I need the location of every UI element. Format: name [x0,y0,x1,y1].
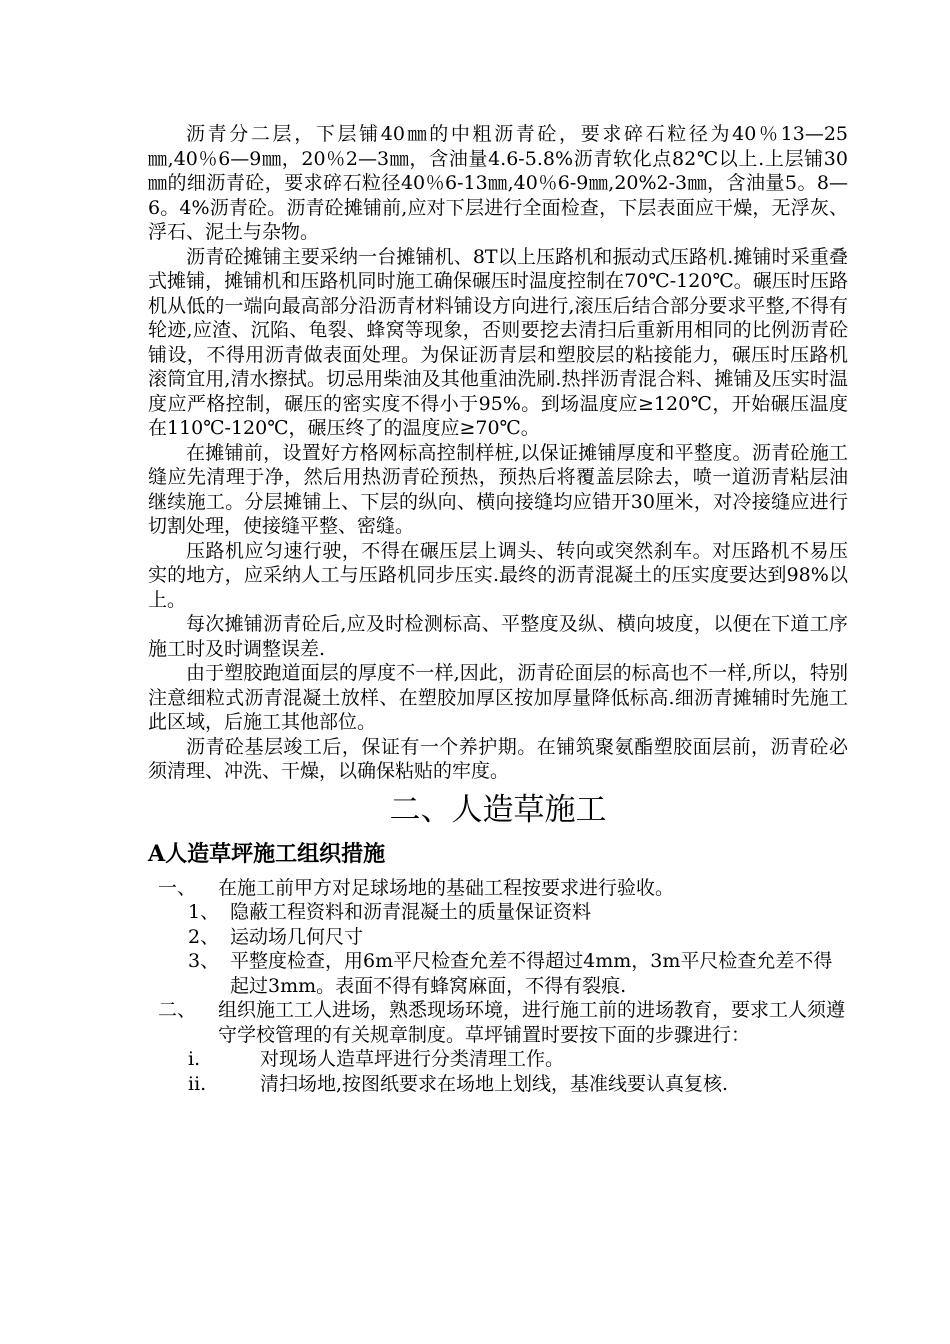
list-number: i. [188,1048,201,1070]
list-item-roman [148,1047,848,1072]
list-number: ii. [188,1072,207,1095]
list-text: 清扫场地,按图纸要求在场地上划线，基准线要认真复核. [260,1072,729,1095]
list-item-level2 [148,949,848,998]
list-item-level2 [148,900,848,925]
list-text: 对现场人造草坪进行分类清理工作。 [260,1048,565,1070]
document-page [148,122,848,1096]
section-title: 二、人造草施工 [389,791,607,828]
paragraph-thickness-note: 由于塑胶跑道面层的厚度不一样,因此，沥青砼面层的标高也不一样,所以，特别注意细粒式沥青混凝土放样、在塑胶加厚区按加厚量降低标高.细沥青摊辅时先施工此区域，后施工其他部位。 [148,662,848,733]
paragraph-roller-operation: 压路机应匀速行驶，不得在碾压层上调头、转向或突然刹车。对压路机不易压实的地方，应采纳人工与压路机同步压实.最终的沥青混凝土的压实度要达到98%以上。 [148,539,848,611]
list-item-level1 [148,998,848,1047]
paragraph-paving-rolling: 沥青砼摊铺主要采纳一台摊铺机、8T以上压路机和振动式压路机.摊铺时采重叠式摊铺，摊铺机和压路机同时施工确保碾压时温度控制在70℃-120℃。碾压时压路机从低的一端向最高部分沿沥青材料铺设方向进行,滚压后结合部分要求平整,不得有轮迹,应渣、沉陷、龟裂、蜂窝等现象，否则要挖去清扫后重新用相同的比例沥青砼铺设，不得用沥青做表面处理。为保证沥青层和塑胶层的粘接能力，碾压时压路机滚筒宜用,清水擦拭。切忌用柴油及其他重油洗刷.热拌沥青混合料、摊铺及压实时温度应严格控制，碾压的密实度不得小于95%。到场温度应≥120℃，开始碾压温度在110℃-120℃，碾压终了的温度应≥70℃。 [148,245,848,439]
list-text: 在施工前甲方对足球场地的基础工程按要求进行验收。 [218,876,675,899]
paragraph-asphalt-layers: 沥青分二层，下层铺40㎜的中粗沥青砼，要求碎石粒径为40％13—25㎜,40％6—9㎜，20％2—3㎜，含油量4.6-5.8%沥青软化点82℃以上.上层铺30㎜的细沥青砼，要求碎石粒径40％6-13㎜,40％6-9㎜,20%2-3㎜，含油量5。8—6。4%沥青砼。沥青砼摊铺前,应对下层进行全面检查，下层表面应干燥，无浮灰、浮石、泥土与杂物。 [148,123,848,243]
paragraph-curing: 沥青砼基层竣工后，保证有一个养护期。在铺筑聚氨酯塑胶面层前，沥青砼必须清理、冲洗、干燥，以确保粘贴的牢度。 [148,735,848,782]
paragraph-elevation-check: 每次摊铺沥青砼后,应及时检测标高、平整度及纵、横向坡度，以便在下道工序施工时及时调整误差. [148,613,848,660]
list-item-level2 [148,925,848,950]
list-item-level1 [148,876,848,901]
list-number: 1、 [188,901,220,923]
paragraph-grid-joints: 在摊铺前，设置好方格网标高控制样桩,以保证摊铺厚度和平整度。沥青砼施工缝应先清理于净，然后用热沥青砼预热，预热后将覆盖层除去，喷一道沥青粘层油继续施工。分层摊铺上、下层的纵向、横向接缝均应错开30厘米，对冷接缝应进行切割处理，使接缝平整、密缝。 [148,441,848,537]
list-item-roman [148,1072,848,1097]
list-text: 组织施工工人进场，熟悉现场环境，进行施工前的进场教育，要求工人须遵守学校管理的有关规章制度。草坪铺置时要按下面的步骤进行： [218,999,846,1046]
list-number: 2、 [188,925,220,948]
list-number: 二、 [158,999,197,1021]
list-number: 3、 [188,950,220,972]
list-text: 平整度检查，用6m平尺检查允差不得超过4mm，3m平尺检查允差不得起过3mm。表面不得有蜂窝麻面，不得有裂痕. [230,950,833,997]
subsection-title: A人造草坪施工组织措施 [148,840,386,867]
list-number: 一、 [158,876,197,899]
list-text: 隐蔽工程资料和沥青混凝土的质量保证资料 [230,901,592,923]
list-text: 运动场几何尺寸 [230,925,364,948]
